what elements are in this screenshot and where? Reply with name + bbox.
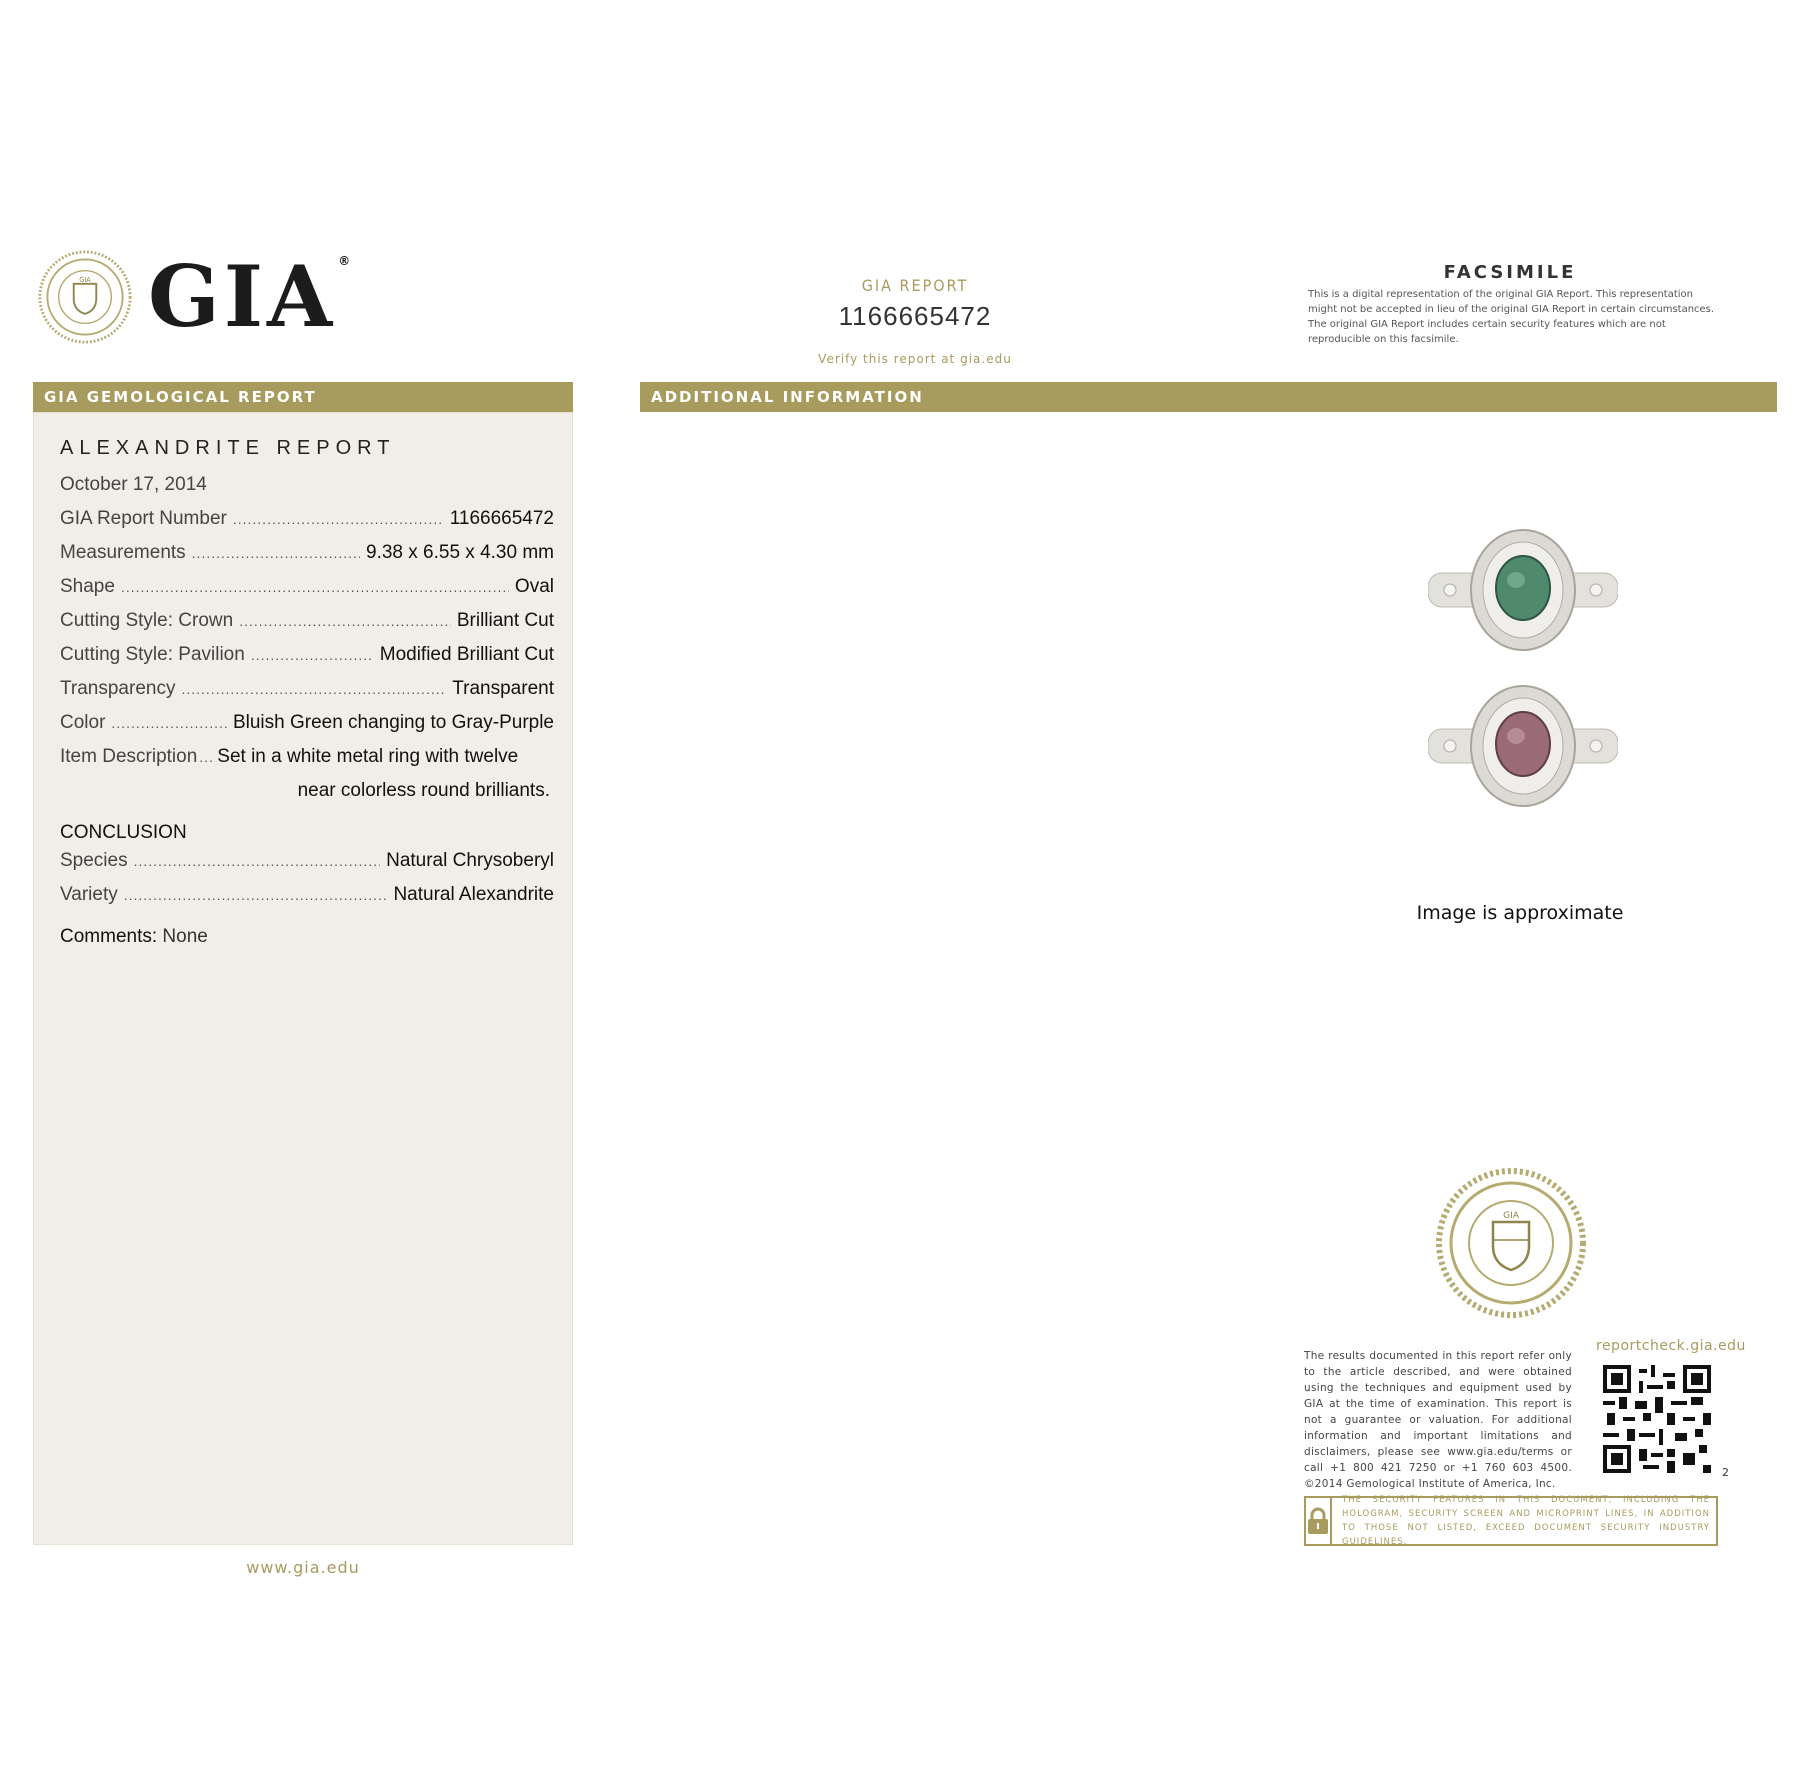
ring-purple-stone-image — [1428, 684, 1618, 809]
field-row: GIA Report Number ..... 1166665472 — [60, 502, 554, 536]
field-row: Color ..... Bluish Green changing to Gray-Purple — [60, 706, 554, 740]
item-description: Item Description ..... Set in a white metal ring with twelve — [60, 740, 554, 774]
field-row: Cutting Style: Crown ..... Brilliant Cut — [60, 604, 554, 638]
gia-wordmark: GIA ® — [148, 247, 355, 346]
report-title: ALEXANDRITE REPORT — [60, 437, 396, 459]
item-description-cont: near colorless round brilliants. — [297, 780, 550, 801]
band-additional-information: ADDITIONAL INFORMATION — [640, 382, 1777, 412]
gia-seal-icon — [38, 250, 132, 344]
verify-link[interactable]: Verify this report at gia.edu — [818, 352, 1012, 366]
report-number: 1166665472 — [838, 301, 992, 331]
lock-icon — [1306, 1498, 1332, 1544]
field-row: Species ..... Natural Chrysoberyl — [60, 844, 554, 878]
field-row: Transparency ..... Transparent — [60, 672, 554, 706]
disclaimer-text: The results documented in this report refer only to the article described, and were obtained using the techniques and equipment used by GIA at the time of examination. This report is not a guarantee or valuation. For additional information and important limitations and disclaimers, please see www.gia.edu/terms or call +1 800 421 7250 or +1 760 603 4500. ©2014 Gemological Institute of America, Inc. — [1304, 1350, 1572, 1490]
report-header — [780, 276, 1050, 332]
field-row: Shape ..... Oval — [60, 570, 554, 604]
gia-logo — [38, 247, 355, 346]
svg-text:GIA: GIA — [1503, 1211, 1519, 1221]
report-date: October 17, 2014 — [60, 474, 207, 495]
ring-green-stone-image — [1428, 528, 1618, 653]
conclusion-title: CONCLUSION — [60, 822, 187, 843]
comments: Comments: None — [60, 926, 208, 947]
report-panel — [33, 412, 573, 1545]
qr-code-icon[interactable] — [1603, 1365, 1711, 1473]
reportcheck-link[interactable]: reportcheck.gia.edu — [1596, 1338, 1746, 1354]
svg-text:GIA: GIA — [79, 275, 91, 284]
facsimile-text: This is a digital representation of the original GIA Report. This representation might not be accepted in lieu of the original GIA Report in certain circumstances. The original GIA Report includes certain security features which are not reproducible on this facsimile. — [1308, 289, 1715, 345]
security-text: THE SECURITY FEATURES IN THIS DOCUMENT, INCLUDING THE HOLOGRAM, SECURITY SCREEN AND MICROPRINT LINES, IN ADDITION TO THOSE NOT LISTED, EXCEED DOCUMENT SECURITY INDUSTRY GUIDELINES. — [1342, 1495, 1710, 1547]
facsimile-notice — [1300, 262, 1720, 347]
page-number: 2 — [1722, 1466, 1729, 1479]
image-caption: Image is approximate — [1416, 902, 1624, 924]
field-row: Variety ..... Natural Alexandrite — [60, 878, 554, 912]
report-label: GIA REPORT — [861, 276, 969, 295]
gia-seal-icon — [1436, 1168, 1586, 1318]
website-link[interactable]: www.gia.edu — [246, 1558, 360, 1577]
field-row: Cutting Style: Pavilion ..... Modified Brilliant Cut — [60, 638, 554, 672]
band-gemological-report: GIA GEMOLOGICAL REPORT — [33, 382, 573, 412]
facsimile-title: FACSIMILE — [1443, 262, 1577, 283]
field-row: Measurements ..... 9.38 x 6.55 x 4.30 mm — [60, 536, 554, 570]
security-features-box — [1304, 1496, 1718, 1546]
